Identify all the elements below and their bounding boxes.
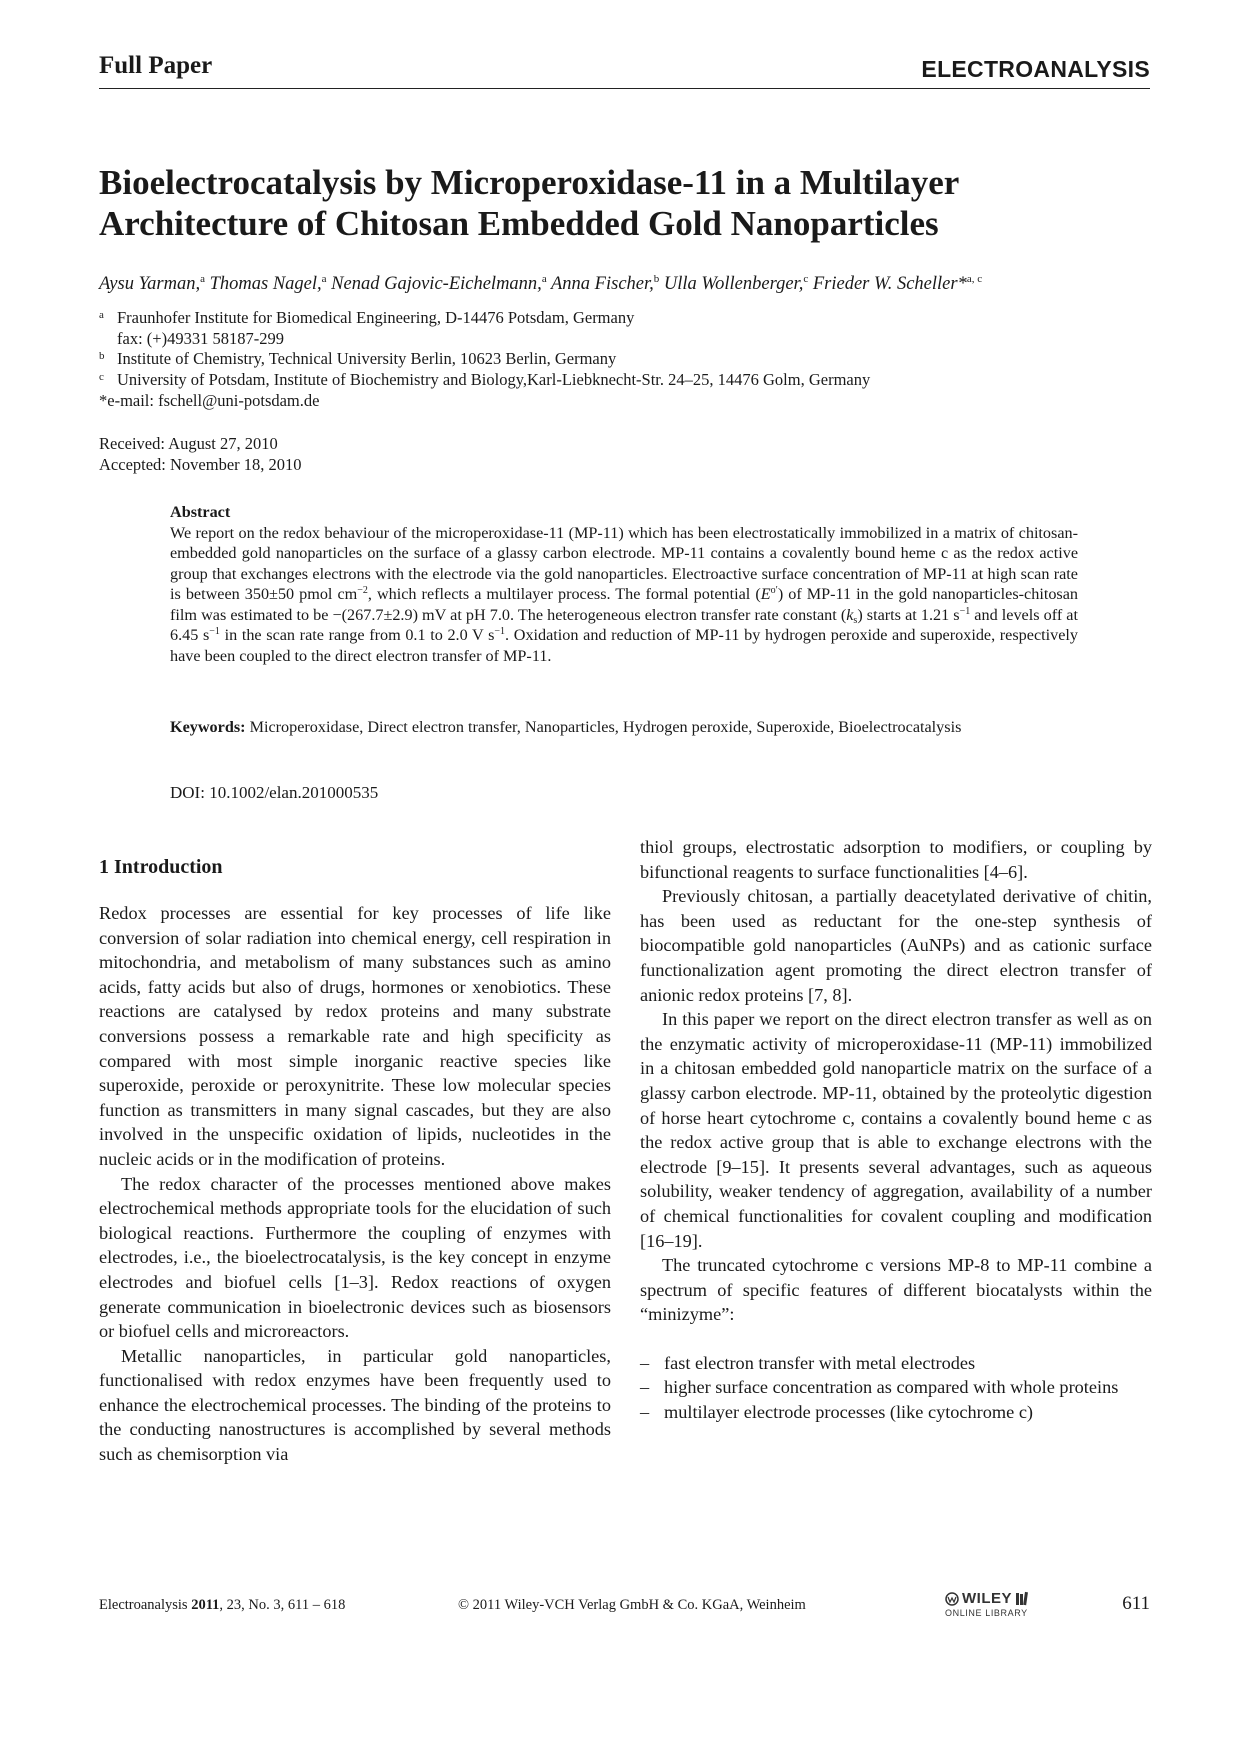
author: Anna Fischer,$^b$	[551, 273, 660, 294]
footer-copyright: © 2011 Wiley-VCH Verlag GmbH & Co. KGaA, Weinheim	[458, 1597, 806, 1613]
keywords-text: Microperoxidase, Direct electron transfer, Nanoparticles, Hydrogen peroxide, Superoxide, Bioelectrocatalysis	[249, 718, 962, 736]
email-link[interactable]: *e-mail: fschell@uni-potsdam.de	[99, 390, 320, 410]
footer-citation: Electroanalysis 2011, 23, No. 3, 611 – 618	[99, 1597, 346, 1613]
affiliation-c: University of Potsdam, Institute of Biochemistry and Biology,Karl-Liebknecht-Str. 24–25, 14476 Golm, Germany	[117, 370, 871, 390]
column-right	[640, 835, 1152, 1425]
paragraph: Metallic nanoparticles, in particular gold nanoparticles, functionalised with redox enzymes have been frequently used to enhance the electrochemical processes. The binding of the proteins to the conducting nanostructures is accomplished by several methods such as chemisorption via	[99, 1345, 611, 1465]
author: Thomas Nagel,$^a$	[209, 273, 327, 294]
keywords-heading: Keywords:	[170, 718, 246, 736]
wiley-emblem-icon	[945, 1592, 959, 1606]
section-heading: 1 Introduction	[99, 856, 223, 878]
keywords	[170, 717, 1078, 738]
author: Aysu Yarman,$^a$	[99, 273, 205, 294]
library-books-icon	[1015, 1591, 1031, 1607]
dates	[99, 434, 302, 475]
accepted-date: Accepted: November 18, 2010	[99, 454, 302, 474]
paragraph: In this paper we report on the direct electron transfer as well as on the enzymatic activity of microperoxidase-11 (MP-11) immobilized in a chitosan embedded gold nanoparticle matrix on the surface of a glassy carbon electrode. MP-11, obtained by the proteolytic digestion of horse heart cytochrome c, contains a covalently bound heme c as the redox active group that is able to exchange electrons with the electrode [9–15]. It presents several advantages, such as aqueous solubility, weaker tendency of aggregation, availability of a number of chemical functionalities for covalent coupling and modification [16–19].	[640, 1009, 1152, 1251]
title-line: Architecture of Chitosan Embedded Gold Nanoparticles	[99, 204, 939, 243]
feature-list	[640, 1351, 1152, 1425]
title-line: Bioelectrocatalysis by Microperoxidase-11 in a Multilayer	[99, 163, 960, 202]
header-divider	[99, 88, 1150, 89]
abstract-text: We report on the redox behaviour of the microperoxidase-11 (MP-11) which has been electrostatically immobilized in a matrix of chitosan-embedded gold nanoparticles on the surface of a glassy carbon electrode. MP-11 contains a covalently bound heme c as the redox active group that exchanges electrons with the electrode via the gold nanoparticles. Electroactive surface concentration of MP-11 at high scan rate is between 350±50 pmol $cm^{-2}$, which reflects a multilayer process. The formal potential $(E^{o'})$ of MP-11 in the gold nanoparticles-chitosan film was estimated to be −(267.7±2.9) mV at pH 7.0. The heterogeneous electron transfer rate constant $(k_s)$ starts at 1.21 $s^{-1}$ and levels off at 6.45 $s^{-1}$ in the scan rate range from 0.1 to 2.0 V $s^{-1}$. Oxidation and reduction of MP-11 by hydrogen peroxide and superoxide, respectively have been coupled to the direct electron transfer of MP-11.	[170, 523, 1078, 665]
abstract	[170, 502, 1078, 666]
affiliation-mark: c	[99, 371, 104, 384]
wiley-logo: WILEY ONLINE LIBRARY	[945, 1590, 1040, 1618]
paragraph: The redox character of the processes mentioned above makes electrochemical methods appropriate tools for the elucidation of such biological reactions. Furthermore the coupling of enzymes with electrodes, i.e., the bioelectrocatalysis, is the key concept in enzyme electrodes and biofuel cells [1–3]. Redox reactions of oxygen generate communication in bioelectronic devices such as biosensors or biofuel cells and microreactors.	[99, 1173, 611, 1342]
abstract-heading: Abstract	[170, 503, 231, 521]
fax-number: fax: (+)49331 58187-299	[117, 328, 284, 348]
doi-link[interactable]: DOI: 10.1002/elan.201000535	[170, 783, 379, 802]
affiliation-a: Fraunhofer Institute for Biomedical Engineering, D-14476 Potsdam, Germany	[117, 308, 635, 327]
section-label: Full Paper	[99, 52, 213, 79]
paragraph: Redox processes are essential for key processes of life like conversion of solar radiation into chemical energy, cell respiration in mitochondria, and metabolism of many substances such as amino acids, fatty acids but also of drugs, hormones or xenobiotics. These reactions are catalysed by redox proteins and many substrate conversions possess a remarkable rate and high specificity as compared with most simple inorganic reactive species like superoxide, peroxide or peroxynitrite. These low molecular species function as transmitters in many signal cascades, but they are also involved in the unspecific oxidation of lipids, nucleotides in the nucleic acids or in the modification of proteins.	[99, 903, 611, 1169]
column-left	[99, 855, 611, 1467]
paragraph: thiol groups, electrostatic adsorption to modifiers, or coupling by bifunctional reagents to surface functionalities [4–6].	[640, 837, 1152, 882]
page-number: 611	[1122, 1593, 1150, 1614]
paragraph: The truncated cytochrome c versions MP-8 to MP-11 combine a spectrum of specific features of different biocatalysts within the “minizyme”:	[640, 1255, 1152, 1325]
paper-title	[99, 162, 1149, 244]
list-item: – fast electron transfer with metal electrodes	[640, 1352, 976, 1373]
affiliation-mark: a	[99, 309, 104, 321]
author: Frieder W. Scheller*$^{a, c}$	[812, 273, 983, 294]
author: Ulla Wollenberger,$^c$	[663, 273, 809, 294]
author: Nenad Gajovic-Eichelmann,$^a$	[331, 273, 547, 294]
paragraph: Previously chitosan, a partially deacetylated derivative of chitin, has been used as reductant for the one-step synthesis of biocompatible gold nanoparticles (AuNPs) and as cationic surface functionalization agent promoting the direct electron transfer of anionic redox proteins [7, 8].	[640, 886, 1152, 1005]
affiliation-b: Institute of Chemistry, Technical University Berlin, 10623 Berlin, Germany	[117, 349, 617, 369]
journal-name: ELECTROANALYSIS	[921, 56, 1150, 82]
author-list	[99, 273, 1159, 295]
received-date: Received: August 27, 2010	[99, 434, 278, 453]
list-item: – higher surface concentration as compared with whole proteins	[640, 1377, 1119, 1398]
list-item: – multilayer electrode processes (like cytochrome c)	[640, 1402, 1034, 1423]
affiliations	[99, 308, 1149, 412]
affiliation-mark: b	[99, 350, 105, 363]
